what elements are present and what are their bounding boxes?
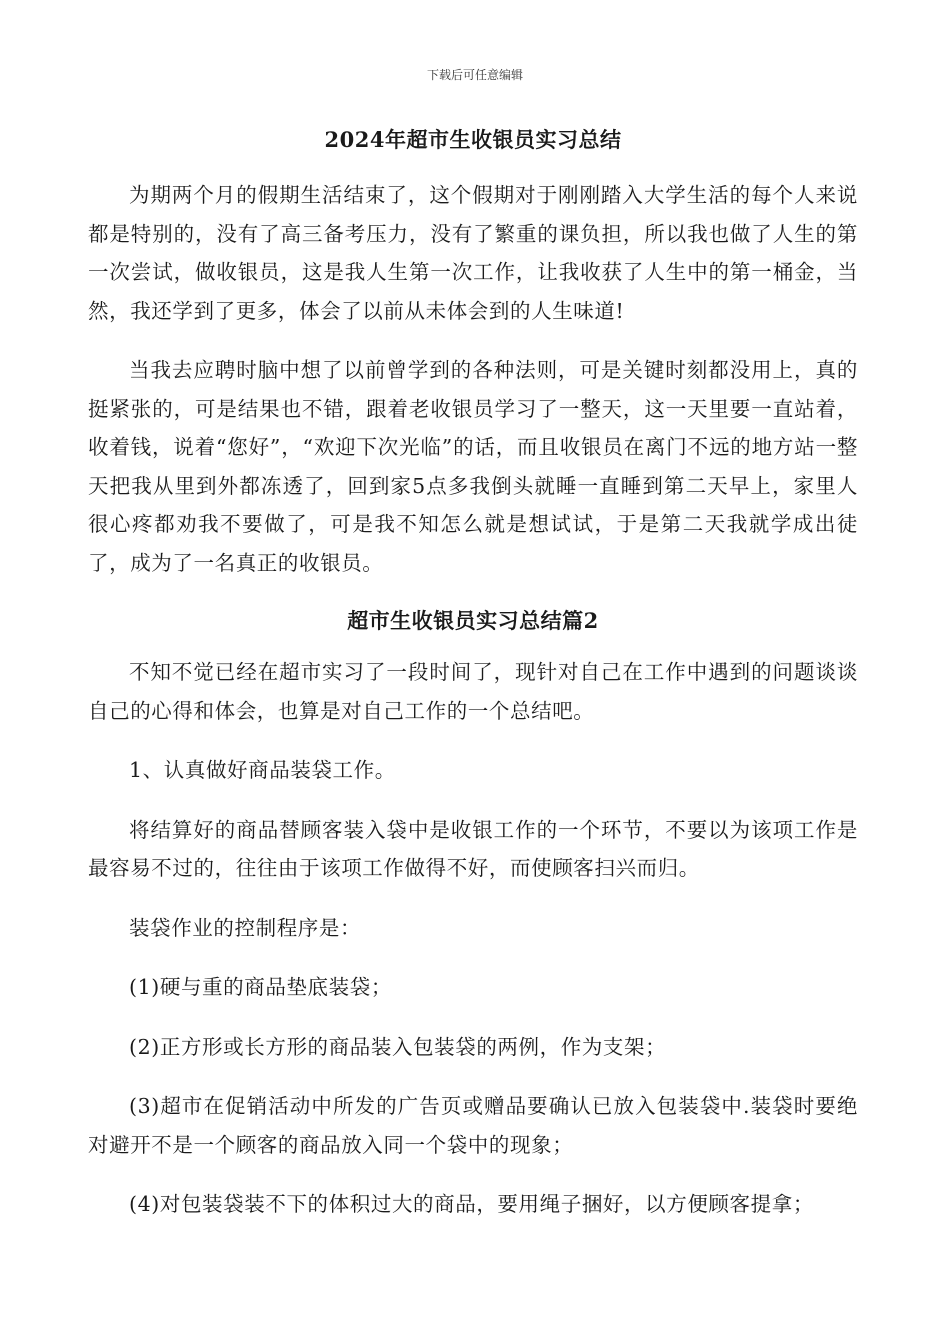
list-item: (4)对包装袋装不下的体积过大的商品，要用绳子捆好，以方便顾客提拿； — [129, 1192, 814, 1216]
paragraph: 将结算好的商品替顾客装入袋中是收银工作的一个环节，不要以为该项工作是最容易不过的，往往由于该项工作做得不好，而使顾客扫兴而归。 — [88, 817, 858, 880]
list-item: (3)超市在促销活动中所发的广告页或赠品要确认已放入包装袋中.装袋时要绝对避开不是一个顾客的商品放入同一个袋中的现象； — [88, 1094, 858, 1157]
list-item: (1)硬与重的商品垫底装袋； — [129, 975, 392, 999]
list-heading: 1、认真做好商品装袋工作。 — [129, 758, 396, 782]
header-note: 下载后可任意编辑 — [426, 68, 523, 82]
paragraph: 不知不觉已经在超市实习了一段时间了，现针对自己在工作中遇到的问题谈谈自己的心得和体会，也算是对自己工作的一个总结吧。 — [88, 660, 858, 723]
paragraph: 当我去应聘时脑中想了以前曾学到的各种法则，可是关键时刻都没用上，真的挺紧张的，可是结果也不错，跟着老收银员学习了一整天，这一天里要一直站着，收着钱，说着“您好”，“欢迎下次光临”的话，而且收银员在离门不远的地方站一整天把我从里到外都冻透了，回到家5点多我倒头就睡一直睡到第二天早上，家里人很心疼都劝我不要做了，可是我不知怎么就是想试试，于是第二天我就学成出徒了，成为了一名真正的收银员。 — [88, 358, 858, 575]
paragraph: 为期两个月的假期生活结束了，这个假期对于刚刚踏入大学生活的每个人来说都是特别的，没有了高三备考压力，没有了繁重的课负担，所以我也做了人生的第一次尝试，做收银员，这是我人生第一次工作，让我收获了人生中的第一桶金，当然，我还学到了更多，体会了以前从未体会到的人生味道! — [88, 183, 858, 323]
paragraph: 装袋作业的控制程序是： — [129, 915, 362, 940]
section-heading: 超市生收银员实习总结篇2 — [347, 608, 599, 633]
document-body — [88, 122, 858, 1245]
list-item: (2)正方形或长方形的商品装入包装袋的两例，作为支架； — [129, 1034, 667, 1059]
document-title: 2024年超市生收银员实习总结 — [324, 127, 622, 152]
